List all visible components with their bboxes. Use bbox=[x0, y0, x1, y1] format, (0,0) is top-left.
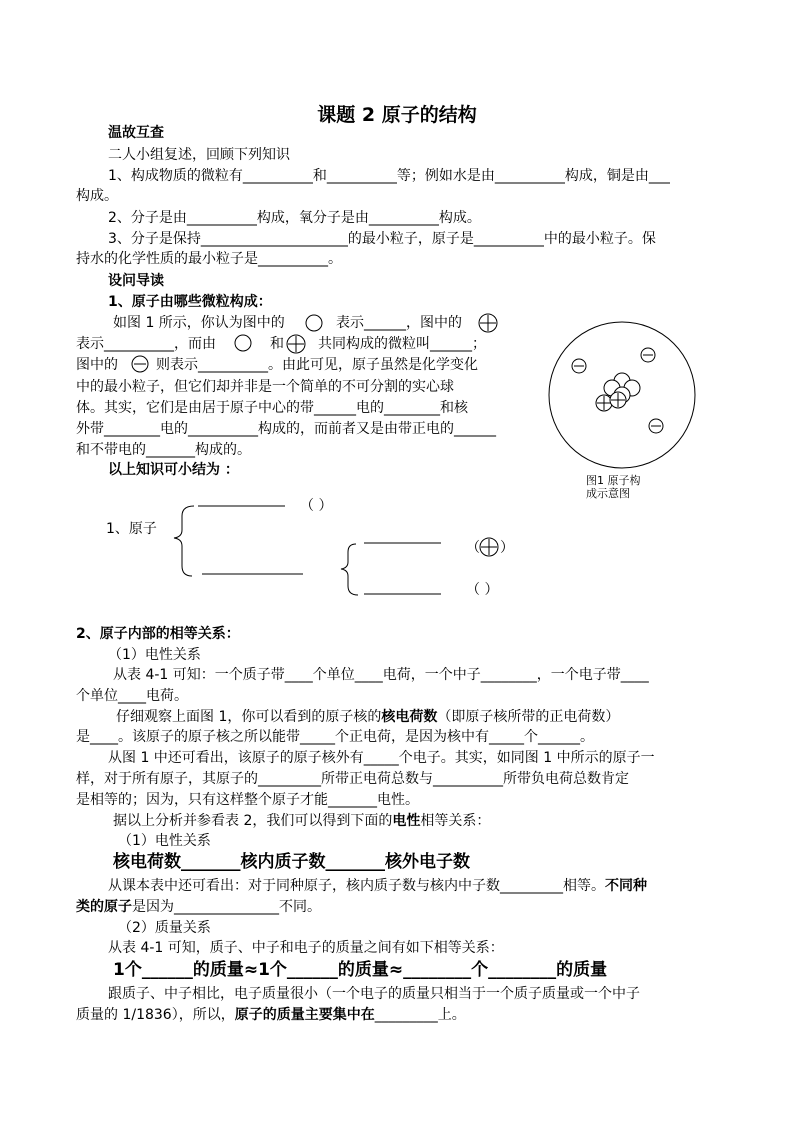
question-1-line-1: 1、构成物质的微粒有__________和__________等；例如水是由__________构成，铜是由___ bbox=[108, 168, 670, 184]
mass-relation-label: （2）质量关系 bbox=[118, 920, 211, 936]
paragraph-5: 体。其实，它们是由居于原子中心的带______电的________和核 bbox=[76, 400, 468, 416]
paragraph-charge-line-2: 个单位____电荷。 bbox=[76, 688, 188, 704]
question-2: 2、分子是由__________构成，氧分子是由__________构成。 bbox=[108, 210, 481, 226]
tree-paren-2: （ bbox=[466, 540, 480, 556]
equation-charge: 核电荷数_______核内质子数_______核外电子数 bbox=[113, 852, 470, 872]
paragraph-2-text-b: 和 bbox=[270, 336, 284, 352]
electric-relation-label: （1）电性关系 bbox=[108, 647, 201, 663]
paragraph-neutron-line-1: 从课本表中还可看出：对于同种原子，核内质子数与核内中子数_________相等。不同种 bbox=[108, 878, 647, 894]
proton-circle-icon bbox=[479, 537, 499, 557]
paragraph-analysis: 据以上分析并参看表 2，我们可以得到下面的电性相等关系： bbox=[113, 813, 491, 829]
electron-circle-icon bbox=[131, 355, 149, 373]
review-intro: 二人小组复述，回顾下列知识 bbox=[108, 147, 290, 163]
atom-structure-figure bbox=[544, 322, 704, 472]
tree-paren-2-end: ） bbox=[500, 540, 514, 556]
question-3-line-1: 3、分子是保持_____________________的最小粒子，原子是__________中的最小粒子。保 bbox=[108, 231, 656, 247]
paragraph-electron-line-2: 样，对于所有原子，其原子的_________所带正电荷总数与__________所带负电荷总数肯定 bbox=[76, 771, 629, 787]
paragraph-7: 和不带电的_______构成的。 bbox=[76, 442, 251, 458]
paragraph-neutron-line-2: 类的原子是因为_______________不同。 bbox=[76, 899, 321, 915]
paragraph-2-text-a: 表示__________，而由 bbox=[76, 336, 216, 352]
paragraph-electron-line-1: 从图 1 中还可看出，该原子的原子核外有_____个电子。其实，如同图 1 中所示的原子一 bbox=[108, 750, 655, 766]
paragraph-nuclear-charge-line-1: 仔细观察上面图 1，你可以看到的原子核的核电荷数（即原子核所带的正电荷数） bbox=[116, 709, 620, 725]
paragraph-charge-line-1: 从表 4-1 可知：一个质子带____个单位____电荷，一个中子________，一个电子带____ bbox=[113, 667, 649, 683]
neutral-circle-icon bbox=[305, 314, 323, 332]
paragraph-mass-line-2: 质量的 1/1836），所以，原子的质量主要集中在_________上。 bbox=[76, 1007, 466, 1023]
paragraph-3-text-a: 图中的 bbox=[76, 357, 118, 373]
review-heading: 温故互查 bbox=[108, 125, 164, 141]
paragraph-nuclear-charge-line-2: 是____。该原子的原子核之所以能带_____个正电荷，是因为核中有_____个______。 bbox=[76, 729, 594, 745]
proton-circle-icon bbox=[286, 334, 306, 354]
tree-paren-1: （ ） bbox=[300, 498, 333, 514]
subheading-atom-particles: 1、原子由哪些微粒构成： bbox=[108, 294, 272, 310]
question-3-line-2: 持水的化学性质的最小粒子是__________。 bbox=[76, 251, 342, 267]
page-title: 课题 2 原子的结构 bbox=[317, 104, 477, 126]
paragraph-6: 外带________电的__________构成的，而前者又是由带正电的______ bbox=[76, 421, 496, 437]
paragraph-1-text-b: 表示______，图中的 bbox=[336, 315, 462, 331]
paragraph-2-text-c: 共同构成的微粒叫______； bbox=[318, 336, 486, 352]
paragraph-1-text-a: 如图 1 所示，你认为图中的 bbox=[113, 315, 285, 331]
figure-caption-line-2: 成示意图 bbox=[586, 487, 630, 500]
paragraph-electron-line-3: 是相等的；因为，只有这样整个原子才能_______电性。 bbox=[76, 792, 419, 808]
summary-label: 以上知识可小结为 ： bbox=[108, 462, 239, 478]
proton-circle-icon bbox=[478, 313, 498, 333]
figure-caption-line-1: 图1 原子构 bbox=[586, 474, 641, 487]
tree-root-label: 1、原子 bbox=[106, 521, 157, 537]
electric-relation-label-2: （1）电性关系 bbox=[118, 833, 211, 849]
paragraph-mass-line-1: 跟质子、中子相比，电子质量很小（一个电子的质量只相当于一个质子质量或一个中子 bbox=[108, 986, 640, 1002]
paragraph-3-text-b: 则表示__________。由此可见，原子虽然是化学变化 bbox=[156, 357, 478, 373]
paragraph-mass-intro: 从表 4-1 可知，质子、中子和电子的质量之间有如下相等关系： bbox=[108, 940, 504, 956]
equation-mass: 1个______的质量≈1个______的质量≈________个________的质量 bbox=[113, 960, 608, 980]
neutral-circle-icon bbox=[234, 334, 252, 352]
guide-heading: 设问导读 bbox=[108, 273, 164, 289]
paragraph-4: 中的最小粒子，但它们却并非是一个简单的不可分割的实心球 bbox=[76, 379, 454, 395]
tree-paren-3: （ ） bbox=[466, 582, 499, 598]
question-1-line-2: 构成。 bbox=[76, 188, 118, 204]
subheading-equal-relations: 2、原子内部的相等关系： bbox=[76, 626, 240, 642]
atom-tree-diagram bbox=[170, 500, 490, 610]
